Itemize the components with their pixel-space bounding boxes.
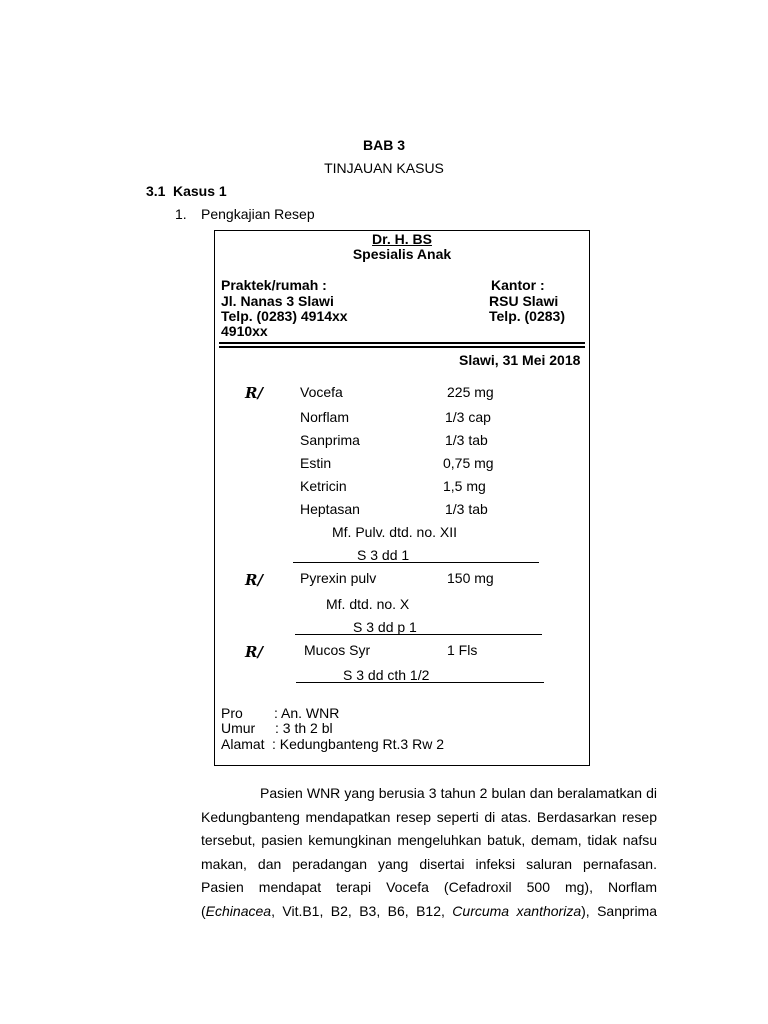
home-phone: Telp. (0283) 4914xx <box>221 308 348 324</box>
recipe-instruction: Mf. Pulv. dtd. no. XII <box>332 524 458 540</box>
recipe-symbol-1: R/ <box>245 384 263 402</box>
drug-name: Sanprima <box>300 432 360 448</box>
drug-dose: 1/3 cap <box>445 409 491 425</box>
home-address: Jl. Nanas 3 Slawi <box>221 293 334 309</box>
paragraph-line: makan, dan peradangan yang disertai infeksi saluran pernafasan. <box>201 855 657 872</box>
recipe-symbol-2: R/ <box>245 571 263 589</box>
chapter-number: BAB 3 <box>362 137 405 153</box>
home-label: Praktek/rumah : <box>221 277 327 293</box>
place-date: Slawi, 31 Mei 2018 <box>459 352 581 368</box>
drug-dose: 150 mg <box>447 570 494 586</box>
signa-line <box>293 562 539 563</box>
paragraph-text: ( <box>201 902 206 919</box>
patient-address-value: : Kedungbanteng Rt.3 Rw 2 <box>272 736 445 752</box>
office-phone: Telp. (0283) <box>489 308 565 324</box>
paragraph-line <box>201 782 657 806</box>
drug-name: Vocefa <box>300 384 343 400</box>
patient-age-value: : 3 th 2 bl <box>275 720 333 736</box>
recipe-signa: S 3 dd cth 1/2 <box>343 667 430 683</box>
drug-dose: 225 mg <box>447 384 494 400</box>
signa-line <box>296 682 544 683</box>
header-divider-bottom <box>219 346 585 348</box>
paragraph-text: , Vit.B1, B2, B3, B6, B12, <box>271 902 453 919</box>
drug-dose: 1/3 tab <box>445 432 488 448</box>
paragraph-line <box>201 900 657 924</box>
subsection-number: 1. <box>175 206 187 222</box>
patient-pro-label: Pro <box>221 705 243 721</box>
drug-name: Mucos Syr <box>304 642 371 658</box>
drug-name: Pyrexin pulv <box>300 570 377 586</box>
patient-age-label: Umur <box>221 720 256 736</box>
doctor-specialty: Spesialis Anak <box>352 246 452 262</box>
drug-dose: 1,5 mg <box>443 478 486 494</box>
drug-name: Estin <box>300 455 332 471</box>
drug-dose: 1/3 tab <box>445 501 488 517</box>
office-name: RSU Slawi <box>489 293 559 309</box>
drug-name: Ketricin <box>300 478 347 494</box>
paragraph-line: Pasien mendapat terapi Vocefa (Cefadroxil 500 mg), Norflam <box>201 879 657 896</box>
paragraph-line: tersebut, pasien kemungkinan mengeluhkan batuk, demam, tidak nafsu <box>201 832 657 849</box>
office-label: Kantor : <box>491 277 545 293</box>
home-phone-cont: 4910xx <box>221 323 268 339</box>
recipe-signa: S 3 dd 1 <box>357 547 410 563</box>
section-number: 3.1 <box>146 183 166 199</box>
subsection-title: Pengkajian Resep <box>201 206 315 222</box>
paragraph-text: Pasien WNR yang berusia 3 tahun 2 bulan dan beralamatkan di <box>260 785 657 801</box>
section-title: Kasus 1 <box>173 183 227 199</box>
paragraph-italic: Echinacea <box>205 902 272 919</box>
doctor-name <box>214 231 590 247</box>
drug-dose: 0,75 mg <box>443 455 494 471</box>
chapter-title: TINJAUAN KASUS <box>324 160 444 176</box>
recipe-instruction: Mf. dtd. no. X <box>326 596 410 612</box>
signa-line <box>295 634 542 635</box>
header-divider-top <box>219 342 585 344</box>
drug-name: Norflam <box>300 409 350 425</box>
body-paragraph <box>201 782 657 924</box>
patient-pro-value: : An. WNR <box>274 705 340 721</box>
drug-name: Heptasan <box>300 501 360 517</box>
recipe-symbol-3: R/ <box>245 643 263 661</box>
drug-dose: 1 Fls <box>447 642 478 658</box>
paragraph-italic: Curcuma xanthoriza <box>452 902 582 919</box>
paragraph-line: Kedungbanteng mendapatkan resep seperti di atas. Berdasarkan resep <box>201 808 657 825</box>
paragraph-text: ), Sanprima <box>581 902 657 919</box>
recipe-signa: S 3 dd p 1 <box>353 619 417 635</box>
patient-address-label: Alamat <box>221 736 265 752</box>
doctor-name-text: Dr. H. BS <box>372 231 432 247</box>
